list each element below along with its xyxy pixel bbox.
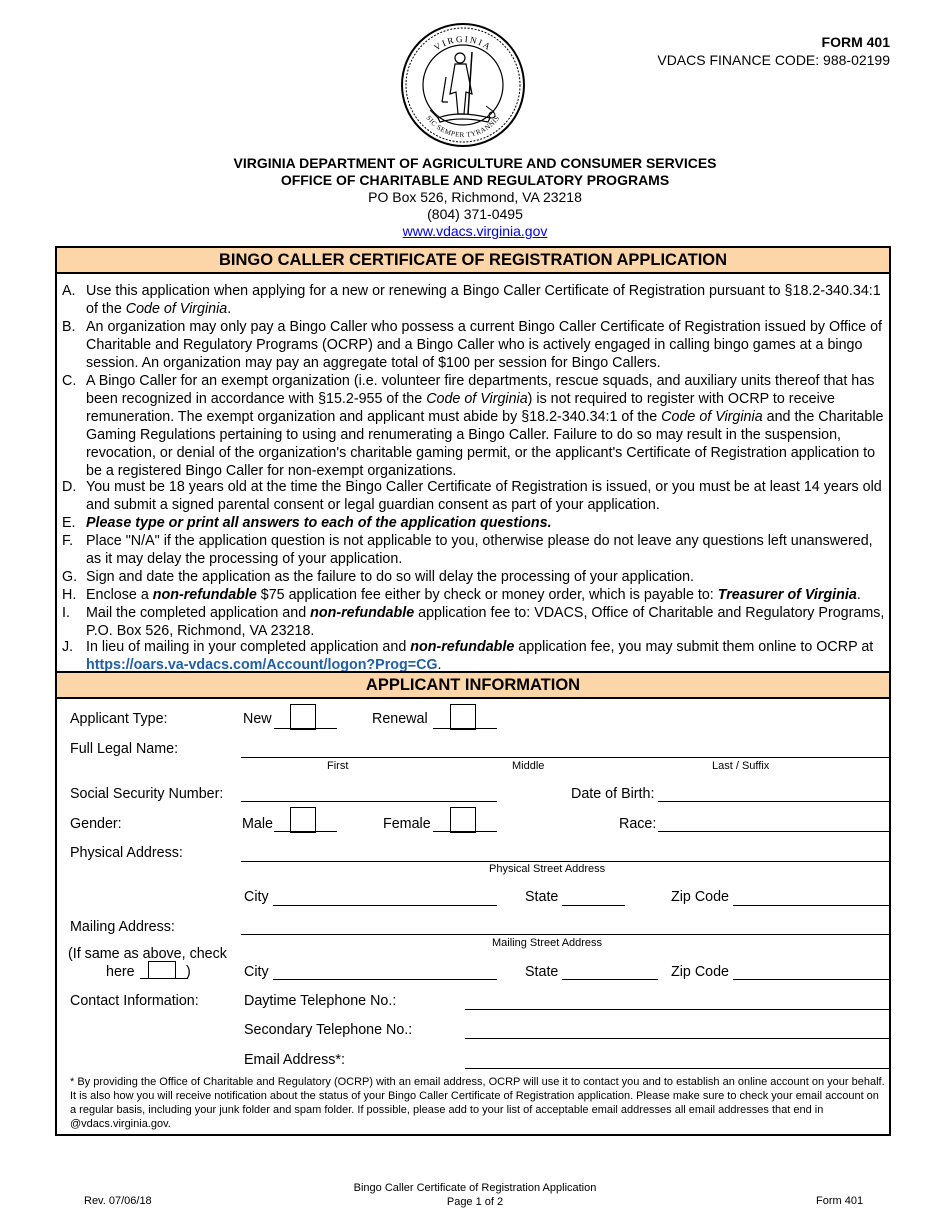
mailing-state-label: State bbox=[525, 964, 559, 980]
ocrp-online-link[interactable]: https://oars.va-vdacs.com/Account/logon?Prog=CG bbox=[86, 657, 438, 671]
ssn-field[interactable] bbox=[241, 801, 497, 802]
mailing-zip-field[interactable] bbox=[733, 979, 891, 980]
same-as-above-checkbox[interactable] bbox=[148, 961, 176, 979]
new-label: New bbox=[243, 711, 272, 727]
instructions-list bbox=[60, 282, 890, 671]
physical-state-field[interactable] bbox=[562, 905, 625, 906]
last-name-caption: Last / Suffix bbox=[712, 760, 770, 772]
instruction-item: I. Mail the completed application and non-refundable application fee to: VDACS, Office of Charitable and Regulatory Programs, P.O. Box 526, Richmond, VA 23218. bbox=[62, 605, 885, 639]
seal-top-text: VIRGINIA bbox=[432, 33, 494, 53]
mailing-street-field[interactable] bbox=[241, 934, 891, 935]
daytime-phone-label: Daytime Telephone No.: bbox=[244, 993, 397, 1009]
instruction-item: F. Place "N/A" if the application question is not applicable to you, otherwise please do not leave any questions left unanswered, as it may delay the processing of your application. bbox=[62, 533, 873, 567]
male-label: Male bbox=[242, 816, 273, 832]
instruction-item: J. In lieu of mailing in your completed application and non-refundable application fee, you may submit them online to OCRP at https://oars.va-vdacs.com/Account/logon?Prog=CG. bbox=[62, 639, 874, 671]
revision-date: Rev. 07/06/18 bbox=[84, 1195, 152, 1207]
agency-website-link[interactable]: www.vdacs.virginia.gov bbox=[402, 223, 548, 239]
race-label: Race: bbox=[619, 816, 657, 832]
email-label: Email Address*: bbox=[244, 1052, 345, 1068]
mailing-street-caption: Mailing Street Address bbox=[492, 937, 603, 949]
physical-zip-label: Zip Code bbox=[671, 889, 730, 905]
instruction-item: H. Enclose a non-refundable $75 application fee either by check or money order, which is payable to: Treasurer of Virginia. bbox=[62, 587, 861, 603]
secondary-phone-label: Secondary Telephone No.: bbox=[244, 1022, 413, 1038]
instruction-item: C. A Bingo Caller for an exempt organization (i.e. volunteer fire departments, rescue squads, and auxiliary units thereof that has been recognized in accordance with §15.2-955 of the Code of Virginia) is not required to register with OCRP to receive remuneration. The exempt organization and applicant must abide by §18.2-340.34:1 of the Code of Virginia and the Charitable Gaming Regulations pertaining to using and renumerating a Bingo Caller. Failure to do so may result in the suspension, revocation, or denial of the organization's charitable gaming permit, or the applicant's Certificate of Registration application to be a registered Bingo Caller for non-exempt organizations. bbox=[62, 373, 884, 478]
seal-bottom-text: SIC SEMPER TYRANNIS bbox=[424, 114, 502, 140]
email-disclaimer: * By providing the Office of Charitable and Regulatory (OCRP) with an email address, OCRP will use it to contact you and to establish an online account on your behalf. It is also how you will receive notification about the status of your Bingo Caller Certificate of Registration application. Please make sure to check your email account on a regular basis, including your junk folder and spam folder. If possible, please add to your list of acceptable email addresses all email addresses that end in @vdacs.virginia.gov. bbox=[70, 1076, 885, 1130]
instruction-item: B. An organization may only pay a Bingo Caller who possess a current Bingo Caller Certificate of Registration issued by Office of Charitable and Regulatory Programs (OCRP) and a Bingo Caller who is actively engaged in calling bingo games at a bingo session. An organization may pay an aggregate total of $100 per session for Bingo Callers. bbox=[62, 319, 882, 371]
finance-code: VDACS FINANCE CODE: 988-02199 bbox=[657, 52, 890, 68]
agency-name: VIRGINIA DEPARTMENT OF AGRICULTURE AND CONSUMER SERVICES bbox=[233, 155, 717, 171]
instruction-item: E. Please type or print all answers to each of the application questions. bbox=[62, 515, 552, 531]
middle-name-caption: Middle bbox=[512, 760, 545, 772]
full-legal-name-label: Full Legal Name: bbox=[70, 741, 179, 757]
female-label: Female bbox=[383, 816, 431, 832]
mailing-zip-label: Zip Code bbox=[671, 964, 730, 980]
instruction-item: D. You must be 18 years old at the time the Bingo Caller Certificate of Registration is issued, or you must be at least 14 years old and submit a signed parental consent or legal guardian consent as part of your application. bbox=[62, 479, 882, 513]
form-number: FORM 401 bbox=[821, 34, 890, 50]
virginia-state-seal bbox=[398, 22, 528, 148]
same-close-paren: ) bbox=[186, 964, 191, 980]
renewal-label: Renewal bbox=[372, 711, 428, 727]
page-number: Page 1 of 2 bbox=[446, 1196, 504, 1208]
secondary-phone-field[interactable] bbox=[465, 1038, 891, 1039]
mailing-state-field[interactable] bbox=[562, 979, 658, 980]
applicant-type-label: Applicant Type: bbox=[70, 711, 168, 727]
physical-street-caption: Physical Street Address bbox=[489, 863, 606, 875]
agency-phone: (804) 371-0495 bbox=[427, 206, 523, 222]
physical-city-label: City bbox=[244, 889, 269, 905]
instruction-item: A. Use this application when applying for a new or renewing a Bingo Caller Certificate of Registration pursuant to §18.2-340.34:1 of the Code of Virginia. bbox=[62, 283, 881, 317]
svg-text:VIRGINIA bbox=[432, 34, 494, 53]
ssn-label: Social Security Number: bbox=[70, 786, 224, 802]
male-checkbox[interactable] bbox=[290, 807, 316, 833]
new-checkbox[interactable] bbox=[290, 704, 316, 730]
physical-state-label: State bbox=[525, 889, 559, 905]
agency-address: PO Box 526, Richmond, VA 23218 bbox=[368, 189, 582, 205]
footer-form-number: Form 401 bbox=[816, 1195, 864, 1207]
form-identifier bbox=[657, 33, 890, 69]
physical-city-field[interactable] bbox=[273, 905, 497, 906]
daytime-phone-field[interactable] bbox=[465, 1009, 891, 1010]
female-checkbox[interactable] bbox=[450, 807, 476, 833]
physical-zip-field[interactable] bbox=[733, 905, 891, 906]
gender-label: Gender: bbox=[70, 816, 122, 832]
agency-block bbox=[0, 155, 950, 240]
full-legal-name-field[interactable] bbox=[241, 757, 891, 758]
dob-field[interactable] bbox=[658, 801, 891, 802]
form-title: BINGO CALLER CERTIFICATE OF REGISTRATION APPLICATION bbox=[57, 248, 889, 274]
applicant-section-title: APPLICANT INFORMATION bbox=[57, 671, 889, 699]
physical-address-label: Physical Address: bbox=[70, 845, 183, 861]
race-field[interactable] bbox=[658, 831, 891, 832]
mailing-address-label: Mailing Address: bbox=[70, 919, 175, 935]
renewal-checkbox[interactable] bbox=[450, 704, 476, 730]
first-name-caption: First bbox=[327, 760, 349, 772]
footer-form-title: Bingo Caller Certificate of Registration Application bbox=[353, 1182, 597, 1194]
physical-street-field[interactable] bbox=[241, 861, 891, 862]
footer-center bbox=[0, 1181, 950, 1209]
contact-information-label: Contact Information: bbox=[70, 993, 199, 1009]
email-field[interactable] bbox=[465, 1068, 891, 1069]
office-name: OFFICE OF CHARITABLE AND REGULATORY PROGRAMS bbox=[280, 172, 670, 188]
dob-label: Date of Birth: bbox=[571, 786, 655, 802]
instruction-item: G. Sign and date the application as the failure to do so will delay the processing of your application. bbox=[62, 569, 695, 585]
mailing-city-field[interactable] bbox=[273, 979, 497, 980]
same-here-label: here bbox=[106, 964, 135, 980]
mailing-city-label: City bbox=[244, 964, 269, 980]
same-as-above-note: (If same as above, check bbox=[68, 946, 227, 962]
